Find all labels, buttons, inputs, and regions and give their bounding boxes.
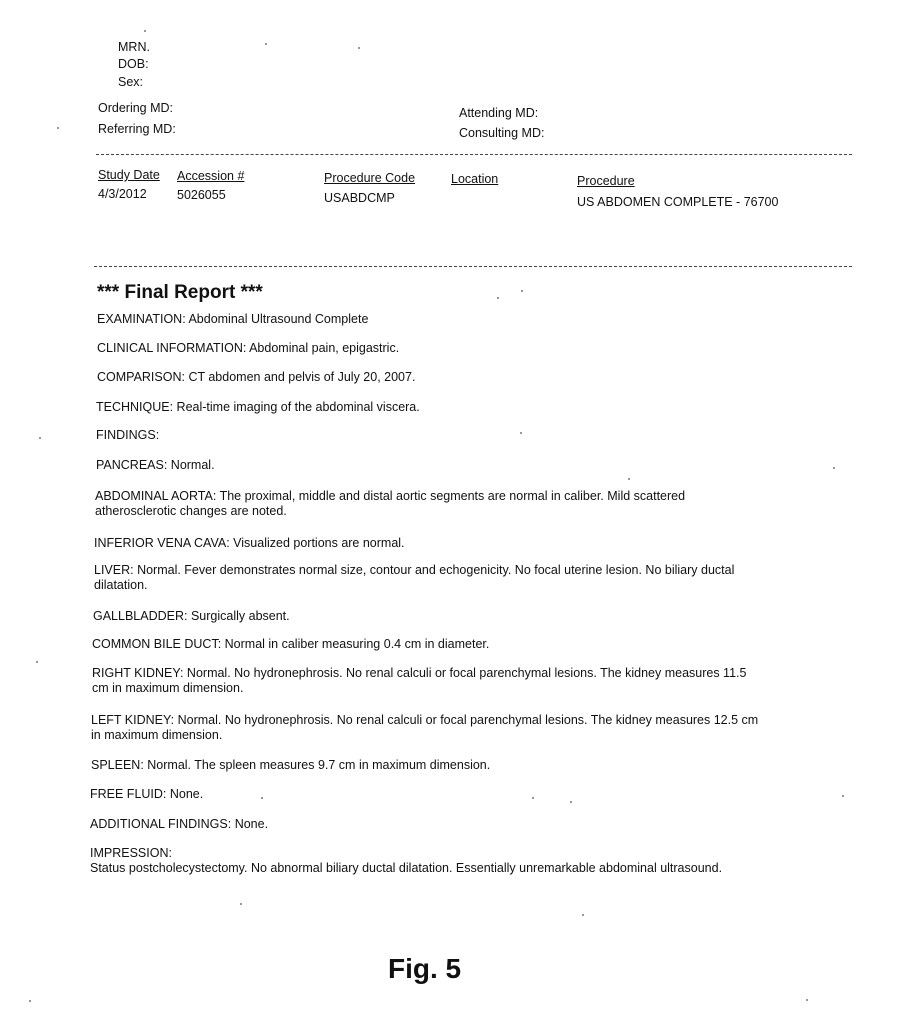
divider-top	[96, 154, 852, 155]
procedure-value: US ABDOMEN COMPLETE - 76700	[577, 195, 779, 209]
section-free-fluid: FREE FLUID: None.	[90, 787, 204, 801]
scan-speck	[497, 297, 499, 299]
location-header: Location	[451, 172, 499, 186]
section-additional-findings: ADDITIONAL FINDINGS: None.	[90, 817, 269, 831]
scan-speck	[261, 797, 263, 799]
section-abdominal-aorta: ABDOMINAL AORTA: The proximal, middle and distal aortic segments are normal in caliber. Mild scattered atherosclerotic changes are noted.	[95, 489, 686, 518]
scan-speck	[144, 30, 146, 32]
report-title: *** Final Report ***	[97, 282, 263, 303]
procedure-header: Procedure	[577, 174, 635, 188]
section-spleen: SPLEEN: Normal. The spleen measures 9.7 cm in maximum dimension.	[91, 758, 491, 772]
section-clinical-information: CLINICAL INFORMATION: Abdominal pain, epigastric.	[97, 341, 400, 355]
scan-speck	[57, 127, 59, 129]
dob-label: DOB:	[118, 57, 149, 71]
ordering-md-label: Ordering MD:	[98, 101, 174, 115]
study-date-value: 4/3/2012	[98, 187, 147, 201]
section-liver: LIVER: Normal. Fever demonstrates normal size, contour and echogenicity. No focal uterine lesion. No biliary ductal dilatation.	[94, 563, 735, 592]
scan-speck	[582, 914, 584, 916]
scan-speck	[570, 801, 572, 803]
section-examination: EXAMINATION: Abdominal Ultrasound Complete	[97, 312, 369, 326]
section-left-kidney: LEFT KIDNEY: Normal. No hydronephrosis. No renal calculi or focal parenchymal lesions. The kidney measures 12.5 cm in maximum dimension.	[91, 713, 759, 742]
scan-speck	[520, 432, 522, 434]
scan-speck	[358, 47, 360, 49]
consulting-md-label: Consulting MD:	[459, 126, 545, 140]
scan-speck	[842, 795, 844, 797]
scan-speck	[240, 903, 242, 905]
accession-header: Accession #	[177, 169, 245, 183]
divider-bottom	[94, 266, 852, 267]
scan-speck	[628, 478, 630, 480]
scan-speck	[532, 797, 534, 799]
attending-md-label: Attending MD:	[459, 106, 539, 120]
scan-speck	[36, 661, 38, 663]
section-technique: TECHNIQUE: Real-time imaging of the abdominal viscera.	[96, 400, 420, 414]
scan-speck	[521, 290, 523, 292]
study-date-header: Study Date	[98, 168, 160, 182]
referring-md-label: Referring MD:	[98, 122, 176, 136]
scan-speck	[806, 999, 808, 1001]
section-findings: FINDINGS:	[96, 428, 160, 442]
section-impression: IMPRESSION: Status postcholecystectomy. No abnormal biliary ductal dilatation. Essentially unremarkable abdominal ultrasound.	[90, 846, 723, 875]
section-pancreas: PANCREAS: Normal.	[96, 458, 215, 472]
sex-label: Sex:	[118, 75, 144, 89]
section-right-kidney: RIGHT KIDNEY: Normal. No hydronephrosis. No renal calculi or focal parenchymal lesions. The kidney measures 11.5 cm in maximum dimension.	[92, 666, 747, 695]
scan-speck	[39, 437, 41, 439]
scan-speck	[833, 467, 835, 469]
figure-label: Fig. 5	[388, 953, 462, 984]
section-comparison: COMPARISON: CT abdomen and pelvis of July 20, 2007.	[97, 370, 416, 384]
mrn-label: MRN.	[118, 40, 150, 54]
procedure-code-header: Procedure Code	[324, 171, 416, 185]
section-inferior-vena-cava: INFERIOR VENA CAVA: Visualized portions are normal.	[94, 536, 405, 550]
accession-value: 5026055	[177, 188, 226, 202]
scan-speck	[29, 1000, 31, 1002]
section-gallbladder: GALLBLADDER: Surgically absent.	[93, 609, 290, 623]
scan-speck	[265, 43, 267, 45]
procedure-code-value: USABDCMP	[324, 191, 395, 205]
section-common-bile-duct: COMMON BILE DUCT: Normal in caliber measuring 0.4 cm in diameter.	[92, 637, 490, 651]
